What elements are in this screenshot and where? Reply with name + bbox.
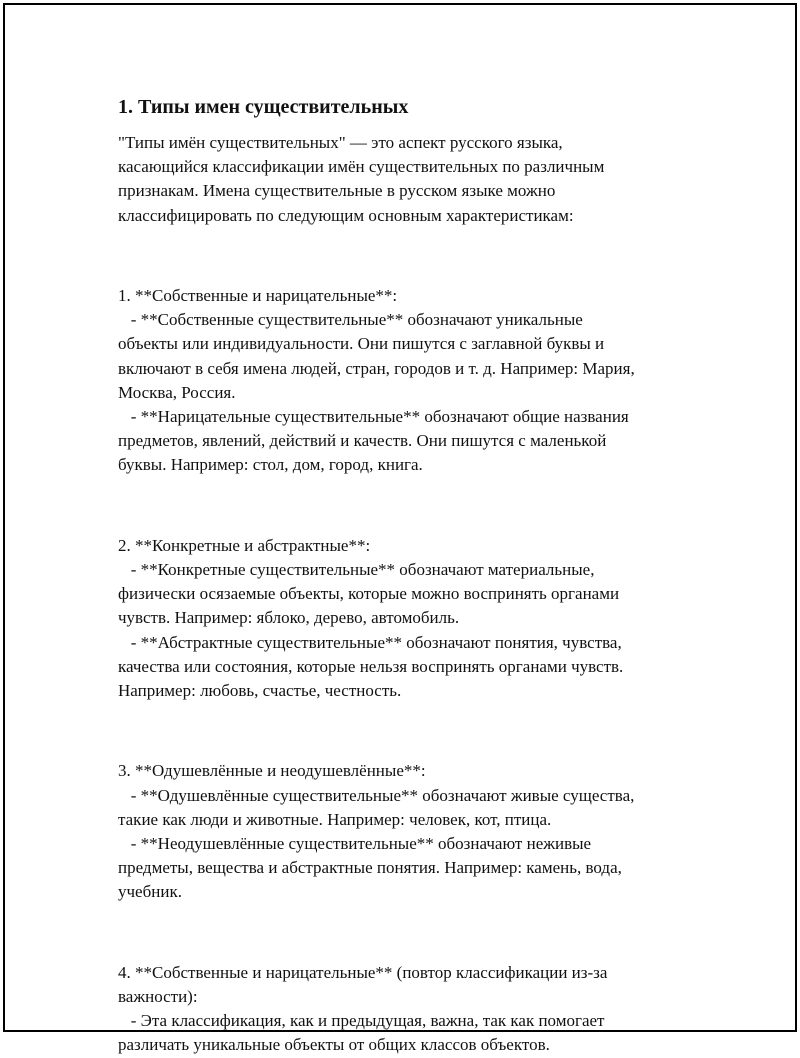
text-line: различать уникальные объекты от общих классов объектов.	[118, 1035, 550, 1055]
text-line: объекты или индивидуальности. Они пишутся с заглавной буквы и	[118, 334, 605, 354]
blank-line	[118, 719, 698, 743]
text-line: 3. **Одушевлённые и неодушевлённые**:	[118, 761, 426, 781]
text-line: - **Собственные существительные** обозначают уникальные	[118, 310, 583, 330]
text-line: чувств. Например: яблоко, дерево, автомобиль.	[118, 608, 460, 628]
text-line: 4. **Собственные и нарицательные** (повтор классификации из-за	[118, 962, 608, 982]
text-line: - **Абстрактные существительные** обозначают понятия, чувства,	[118, 632, 622, 652]
text-line: Например: любовь, счастье, честность.	[118, 681, 402, 701]
text-line: - **Неодушевлённые существительные** обозначают неживые	[118, 834, 592, 854]
text-line: предметов, явлений, действий и качеств. Они пишутся с маленькой	[118, 431, 607, 451]
document-title: 1. Типы имен существительных	[118, 96, 409, 118]
text-line: физически осязаемые объекты, которые можно воспринять органами	[118, 584, 620, 604]
text-line: 2. **Конкретные и абстрактные**:	[118, 535, 371, 555]
blank-line	[118, 494, 698, 518]
text-line: - **Одушевлённые существительные** обозначают живые существа,	[118, 785, 635, 805]
text-line: важности):	[118, 987, 198, 1007]
text-line: классифицировать по следующим основным характеристикам:	[118, 205, 574, 225]
document-body	[118, 94, 698, 1058]
text-line: такие как люди и животные. Например: человек, кот, птица.	[118, 809, 552, 829]
text-line: - Эта классификация, как и предыдущая, важна, так как помогает	[118, 1011, 605, 1031]
text-line: предметы, вещества и абстрактные понятия. Например: камень, вода,	[118, 858, 622, 878]
text-line: - **Нарицательные существительные** обозначают общие названия	[118, 407, 629, 427]
text-line: 1. **Собственные и нарицательные**:	[118, 286, 398, 305]
text-line: признакам. Имена существительные в русском языке можно	[118, 181, 556, 201]
blank-line	[118, 921, 698, 945]
text-line: учебник.	[118, 882, 182, 902]
text-line: касающийся классификации имён существительных по различным	[118, 157, 605, 177]
document-text	[118, 131, 698, 1058]
text-line: буквы. Например: стол, дом, город, книга.	[118, 455, 423, 475]
text-line: включают в себя имена людей, стран, городов и т. д. Например: Мария,	[118, 358, 635, 378]
text-line: Москва, Россия.	[118, 382, 236, 402]
text-line: - **Конкретные существительные** обозначают материальные,	[118, 560, 595, 580]
text-line: "Типы имён существительных" — это аспект русского языка,	[118, 133, 563, 152]
blank-line	[118, 244, 698, 268]
text-line: качества или состояния, которые нельзя воспринять органами чувств.	[118, 656, 624, 676]
